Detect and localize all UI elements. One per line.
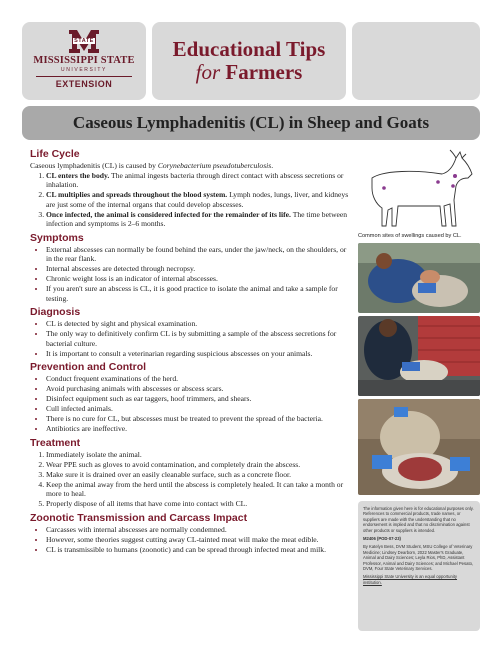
list-item: • Chronic weight loss is an indicator of internal abscesses. (46, 274, 352, 284)
list-item: 2. CL multiplies and spreads throughout the blood system. Lymph nodes, lungs, liver, and kidneys are just some of the internal organs that could develop abscesses. (46, 190, 352, 209)
list-item: • External abscesses can normally be found behind the ears, under the jaw/neck, on the shoulders, or in the rear flank. (46, 245, 352, 264)
symptoms-heading: Symptoms (30, 231, 84, 244)
list-item: • If you aren't sure an abscess is CL, it is good practice to isolate the animal and take a sample for testing. (46, 284, 352, 303)
diagnosis-heading: Diagnosis (30, 306, 81, 318)
goat-diagram-caption: Common sites of swellings caused by CL. (358, 233, 462, 239)
document-title-band (22, 106, 480, 140)
list-item: • CL is detected by sight and physical examination. (46, 319, 352, 329)
series-title-farmers: Farmers (225, 60, 303, 84)
life-cycle-list (30, 171, 352, 229)
list-item: 3. Make sure it is drained over an easily cleanable surface, such as a concrete floor. (46, 470, 352, 480)
disclaimer-text: The information given here is for educational purposes only. References to commercial products, trade names, or suppliers are made with the understanding that no endorsement is implied and that no discrimination against other products or suppliers is intended. (363, 506, 474, 533)
treatment-heading: Treatment (30, 436, 81, 449)
photo-abscess-closeup (358, 399, 480, 495)
publication-number: M2406 (POD-07-23) (363, 536, 401, 542)
list-item: • Conduct frequent examinations of the herd. (46, 374, 352, 384)
list-item: 1. CL enters the body. The animal ingests bacteria through direct contact with abscess secretions or inhalation. (46, 171, 352, 190)
zoonotic-heading: Zoonotic Transmission and Carcass Impact (30, 511, 248, 524)
document-title: Caseous Lymphadenitis (CL) in Sheep and Goats (72, 113, 430, 132)
zoonotic-list (30, 525, 352, 555)
list-item: • The only way to definitively confirm CL is by submitting a sample of the abscess secretions for bacterial culture. (46, 329, 352, 348)
list-item: • Carcasses with internal abscesses are normally condemned. (46, 525, 352, 535)
list-item: • Antibiotics are ineffective. (46, 424, 352, 434)
photo-abscess-draining (358, 316, 480, 396)
life-cycle-section (30, 148, 352, 229)
author-credits: By Katelyn Bess, DVM Student, MSU College of Veterinary Medicine; Lindsey Dearborn, 2022 Master's Graduate, Animal and Dairy Sciences; Leyla Rios, PhD, Assistant Professor, Animal and Dairy Sciences; and Michael Pesato, DVM, Four State Veterinary Services. (363, 544, 474, 572)
list-item: 4. Keep the animal away from the herd until the abscess is completely healed. It can take a month or more to heal. (46, 480, 352, 499)
symptoms-list (30, 245, 352, 304)
goat-diagram (358, 148, 480, 232)
main-content (30, 148, 352, 557)
list-item: • However, some theories suggest cutting away CL-tainted meat will make the meat edible. (46, 535, 352, 545)
eeo-statement: Mississippi State University is an equal opportunity institution. (363, 574, 458, 585)
list-item: 5. Properly dispose of all items that have come into contact with CL. (46, 499, 352, 509)
sidebar (358, 148, 480, 631)
list-item: • CL is transmissible to humans (zoonotic) and can be spread through infected meat and milk. (46, 545, 352, 555)
series-title-for: for (195, 60, 221, 84)
photo-abscess-exam (358, 243, 480, 313)
list-item: 2. Wear PPE such as gloves to avoid contamination, and completely drain the abscess. (46, 460, 352, 470)
life-cycle-intro: Caseous lymphadenitis (CL) is caused by Corynebacterium pseudotuberculosis. (30, 161, 274, 170)
header-decorative-panel (352, 22, 480, 100)
treatment-list (30, 450, 352, 509)
life-cycle-heading: Life Cycle (30, 148, 80, 160)
prevention-heading: Prevention and Control (30, 361, 147, 373)
treatment-section (30, 437, 352, 509)
logo-divider (36, 76, 132, 77)
list-item: 3. Once infected, the animal is considered infected for the remainder of its life. The time between infection and symptoms is 2–6 months. (46, 210, 352, 229)
series-title-panel (152, 22, 346, 100)
series-title-line2 (196, 61, 303, 84)
prevention-list (30, 374, 352, 434)
logo-extension-label: EXTENSION (55, 79, 113, 89)
diagnosis-section (30, 306, 352, 358)
symptoms-section (30, 232, 352, 304)
prevention-section (30, 361, 352, 434)
publication-info-box (358, 501, 480, 631)
list-item: • Avoid purchasing animals with abscesses or abscess scars. (46, 384, 352, 394)
logo-state-tag: STATE (74, 38, 94, 44)
list-item: • Disinfect equipment such as ear taggers, hoof trimmers, and shears. (46, 394, 352, 404)
zoonotic-section (30, 512, 352, 555)
list-item: • Cull infected animals. (46, 404, 352, 414)
diagnosis-list (30, 319, 352, 358)
organism-name: Corynebacterium pseudotuberculosis (157, 161, 272, 170)
list-item: 1. Immediately isolate the animal. (46, 450, 352, 460)
msu-extension-logo-panel (22, 22, 146, 100)
goat-outline-illustration (358, 148, 480, 232)
list-item: • It is important to consult a veterinarian regarding suspicious abscesses on your animals. (46, 349, 352, 359)
series-title-line1: Educational Tips (172, 37, 326, 61)
list-item: • Internal abscesses are detected through necropsy. (46, 264, 352, 274)
logo-university-label: UNIVERSITY (60, 67, 107, 73)
list-item: • There is no cure for CL, but abscesses must be treated to prevent the spread of the bacteria. (46, 414, 352, 424)
logo-university-name: MISSISSIPPI STATE (33, 55, 135, 66)
